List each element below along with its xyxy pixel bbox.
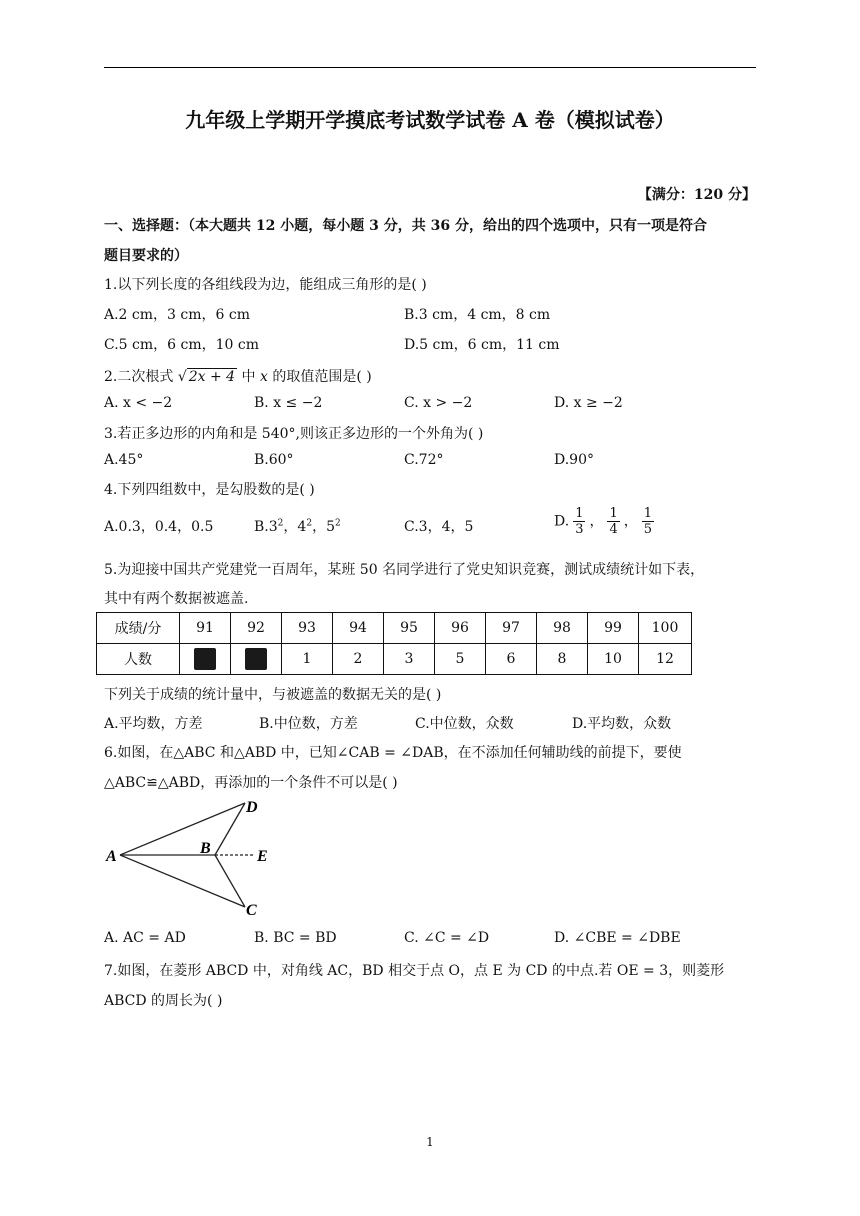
q4-stem: 4.下列四组数中，是勾股数的是( ): [104, 482, 315, 498]
q4-b-comma-1: ，: [283, 519, 298, 535]
q4-option-c: C.3，4，5: [404, 519, 474, 535]
q4-d-comma-2: ，: [623, 513, 638, 530]
table-row-counts: [97, 644, 692, 675]
frac-1-den: 3: [575, 522, 584, 537]
sqrt-expression: √ 2x + 4: [177, 369, 236, 385]
table-cell: 3: [384, 644, 435, 675]
q2-radicand: 2x + 4: [188, 369, 236, 385]
fraction-3: [642, 506, 654, 537]
q4-b-exp-2: 2: [306, 518, 313, 529]
q4-option-d: [554, 506, 658, 537]
header-rule: [104, 67, 756, 68]
q4-b-prefix: B.: [254, 519, 269, 535]
q5-option-c: C.中位数，众数: [415, 716, 514, 732]
label-a: A: [106, 848, 117, 865]
q2-variable: x: [259, 369, 268, 385]
table-cell: 97: [486, 613, 537, 644]
table-cell: 92: [231, 613, 282, 644]
q6-stem-line2: △ABC≌△ABD，再添加的一个条件不可以是( ): [104, 775, 398, 791]
q2-option-d: D. x ≥ −2: [554, 395, 623, 411]
frac-3-num: 1: [643, 506, 653, 521]
table-cell: 96: [435, 613, 486, 644]
q2-stem: [104, 366, 372, 386]
q7-stem-line2: ABCD 的周长为( ): [104, 993, 223, 1009]
q2-option-c: C. x > −2: [404, 395, 473, 411]
q2-stem-mid: 中: [241, 369, 256, 385]
q5-stem-line2: 其中有两个数据被遮盖.: [104, 591, 249, 607]
frac-1-num: 1: [575, 506, 584, 521]
table-row-scores: [97, 613, 692, 644]
table-cell: 2: [333, 644, 384, 675]
table-cell: 6: [486, 644, 537, 675]
q1-option-b: B.3 cm，4 cm，8 cm: [404, 307, 551, 323]
table-cell: 91: [180, 613, 231, 644]
table-cell: 5: [435, 644, 486, 675]
table-header-cell: 人数: [97, 644, 180, 675]
frac-2-den: 4: [609, 522, 618, 537]
q4-b-exp-3: 2: [334, 518, 341, 529]
q2-stem-pre: 2.二次根式: [104, 369, 174, 385]
q4-b-exp-1: 2: [277, 518, 284, 529]
q3-option-c: C.72°: [404, 452, 444, 468]
page-number: 1: [426, 1135, 434, 1149]
frac-2-num: 1: [609, 506, 618, 521]
line-ac: [120, 855, 245, 907]
q5-option-a: A.平均数，方差: [104, 716, 203, 732]
fraction-1: [573, 506, 585, 537]
table-cell: 12: [639, 644, 692, 675]
q1-stem: 1.以下列长度的各组线段为边，能组成三角形的是( ): [104, 277, 427, 293]
q4-option-b: [254, 516, 341, 536]
q4-d-comma-1: ，: [589, 513, 604, 530]
q4-b-comma-2: ，: [312, 519, 327, 535]
q2-option-b: B. x ≤ −2: [254, 395, 323, 411]
q4-b-base-2: 4: [297, 519, 307, 535]
q4-d-prefix: D.: [554, 513, 570, 530]
label-c: C: [246, 902, 257, 919]
q6-option-c: C. ∠C = ∠D: [404, 930, 490, 946]
table-cell: 1: [282, 644, 333, 675]
page-title: 九年级上学期开学摸底考试数学试卷 A 卷（模拟试卷）: [185, 108, 675, 132]
table-cell: 100: [639, 613, 692, 644]
q5-question: 下列关于成绩的统计量中，与被遮盖的数据无关的是( ): [104, 687, 442, 703]
label-d: D: [246, 799, 258, 816]
triangle-figure: [100, 795, 290, 920]
frac-3-den: 5: [643, 522, 653, 537]
q6-stem-line1: 6.如图，在△ABC 和△ABD 中，已知∠CAB = ∠DAB，在不添加任何辅助线的前提下，要使: [104, 745, 682, 761]
table-cell: 98: [537, 613, 588, 644]
q1-option-c: C.5 cm，6 cm，10 cm: [104, 337, 259, 353]
q2-option-a: A. x < −2: [104, 395, 173, 411]
q6-option-b: B. BC = BD: [254, 930, 337, 946]
full-score-label: 【满分：120 分】: [637, 187, 756, 203]
section-heading: 一、选择题：（本大题共 12 小题，每小题 3 分，共 36 分，给出的四个选项中，只有一项是符合: [104, 218, 707, 234]
label-e: E: [257, 848, 268, 865]
line-ad: [120, 803, 245, 855]
q3-option-b: B.60°: [254, 452, 294, 468]
q7-stem-line1: 7.如图，在菱形 ABCD 中，对角线 AC，BD 相交于点 O，点 E 为 CD 的中点.若 OE = 3，则菱形: [104, 963, 725, 979]
q3-option-a: A.45°: [104, 452, 144, 468]
mask-block: [245, 648, 267, 670]
q3-option-d: D.90°: [554, 452, 594, 468]
table-cell: 93: [282, 613, 333, 644]
q3-stem: 3.若正多边形的内角和是 540°,则该正多边形的一个外角为( ): [104, 426, 484, 442]
q4-option-a: A.0.3，0.4，0.5: [104, 519, 214, 535]
score-table: [96, 612, 692, 675]
masked-cell: [180, 644, 231, 675]
table-cell: 95: [384, 613, 435, 644]
section-heading-cont: 题目要求的）: [104, 248, 188, 264]
masked-cell: [231, 644, 282, 675]
q5-option-b: B.中位数，方差: [259, 716, 358, 732]
q6-option-a: A. AC = AD: [104, 930, 186, 946]
q1-option-a: A.2 cm，3 cm，6 cm: [104, 307, 250, 323]
table-cell: 99: [588, 613, 639, 644]
table-cell: 8: [537, 644, 588, 675]
q5-option-d: D.平均数，众数: [572, 716, 672, 732]
q6-option-d: D. ∠CBE = ∠DBE: [554, 930, 681, 946]
table-header-cell: 成绩/分: [97, 613, 180, 644]
line-bc: [215, 855, 245, 907]
label-b: B: [200, 840, 211, 857]
mask-block: [194, 648, 216, 670]
table-cell: 94: [333, 613, 384, 644]
q2-stem-post: 的取值范围是( ): [272, 369, 372, 385]
q4-b-base-1: 3: [268, 519, 278, 535]
q1-option-d: D.5 cm，6 cm，11 cm: [404, 337, 560, 353]
fraction-2: [607, 506, 619, 537]
line-bd: [215, 803, 245, 855]
table-cell: 10: [588, 644, 639, 675]
q5-stem-line1: 5.为迎接中国共产党建党一百周年，某班 50 名同学进行了党史知识竞赛，测试成绩统计如下表，: [104, 562, 705, 578]
q4-b-base-3: 5: [326, 519, 335, 535]
